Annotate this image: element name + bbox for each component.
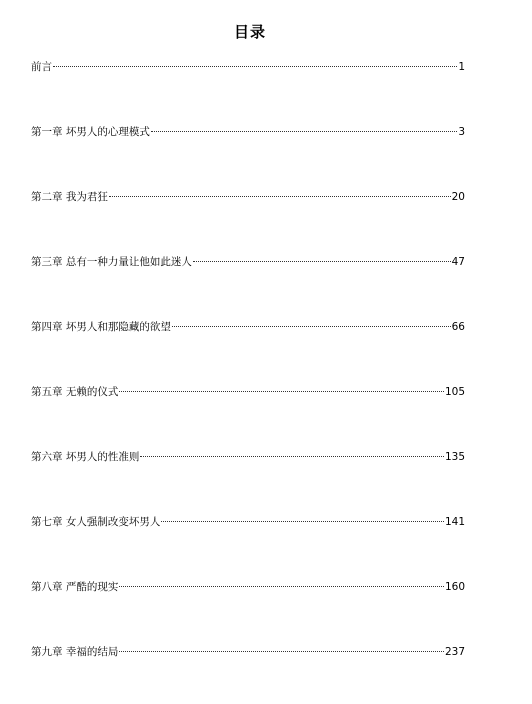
toc-entry-preface[interactable] <box>31 54 465 119</box>
toc-entry-chapter-6[interactable] <box>31 444 465 509</box>
toc-entry-label: 前言 <box>31 61 52 73</box>
table-of-contents <box>31 54 465 704</box>
toc-entry-chapter-2[interactable] <box>31 184 465 249</box>
dot-leader <box>119 651 444 652</box>
toc-entry-page-number: 237 <box>444 646 465 658</box>
toc-entry-chapter-5[interactable] <box>31 379 465 444</box>
toc-entry-chapter-4[interactable] <box>31 314 465 379</box>
toc-entry-page-number: 141 <box>444 516 465 528</box>
dot-leader <box>109 196 451 197</box>
toc-entry-page-number: 20 <box>451 191 465 203</box>
page-title: 目录 <box>233 23 266 41</box>
toc-entry-page-number: 105 <box>444 386 465 398</box>
toc-entry-label: 第八章 严酷的现实 <box>31 581 119 593</box>
toc-entry-label: 第七章 女人强制改变坏男人 <box>31 516 161 528</box>
toc-entry-label: 第六章 坏男人的性准则 <box>31 451 140 463</box>
toc-entry-chapter-1[interactable] <box>31 119 465 184</box>
dot-leader <box>119 586 444 587</box>
toc-entry-label: 第九章 幸福的结局 <box>31 646 119 658</box>
dot-leader <box>119 391 444 392</box>
toc-entry-page-number: 3 <box>458 126 465 138</box>
dot-leader <box>151 131 457 132</box>
toc-entry-page-number: 1 <box>458 61 465 73</box>
toc-entry-label: 第一章 坏男人的心理模式 <box>31 126 150 138</box>
toc-entry-label: 第四章 坏男人和那隐藏的欲望 <box>31 321 171 333</box>
toc-entry-page-number: 160 <box>444 581 465 593</box>
dot-leader <box>161 521 444 522</box>
toc-entry-label: 第五章 无赖的仪式 <box>31 386 119 398</box>
dot-leader <box>53 66 457 67</box>
toc-entry-page-number: 47 <box>451 256 465 268</box>
dot-leader <box>193 261 451 262</box>
toc-entry-label: 第二章 我为君狂 <box>31 191 108 203</box>
toc-entry-chapter-9[interactable] <box>31 639 465 704</box>
toc-entry-chapter-3[interactable] <box>31 249 465 314</box>
dot-leader <box>172 326 451 327</box>
toc-entry-chapter-7[interactable] <box>31 509 465 574</box>
toc-entry-page-number: 66 <box>451 321 465 333</box>
toc-entry-chapter-8[interactable] <box>31 574 465 639</box>
toc-entry-label: 第三章 总有一种力量让他如此迷人 <box>31 256 192 268</box>
dot-leader <box>140 456 444 457</box>
toc-entry-page-number: 135 <box>444 451 465 463</box>
